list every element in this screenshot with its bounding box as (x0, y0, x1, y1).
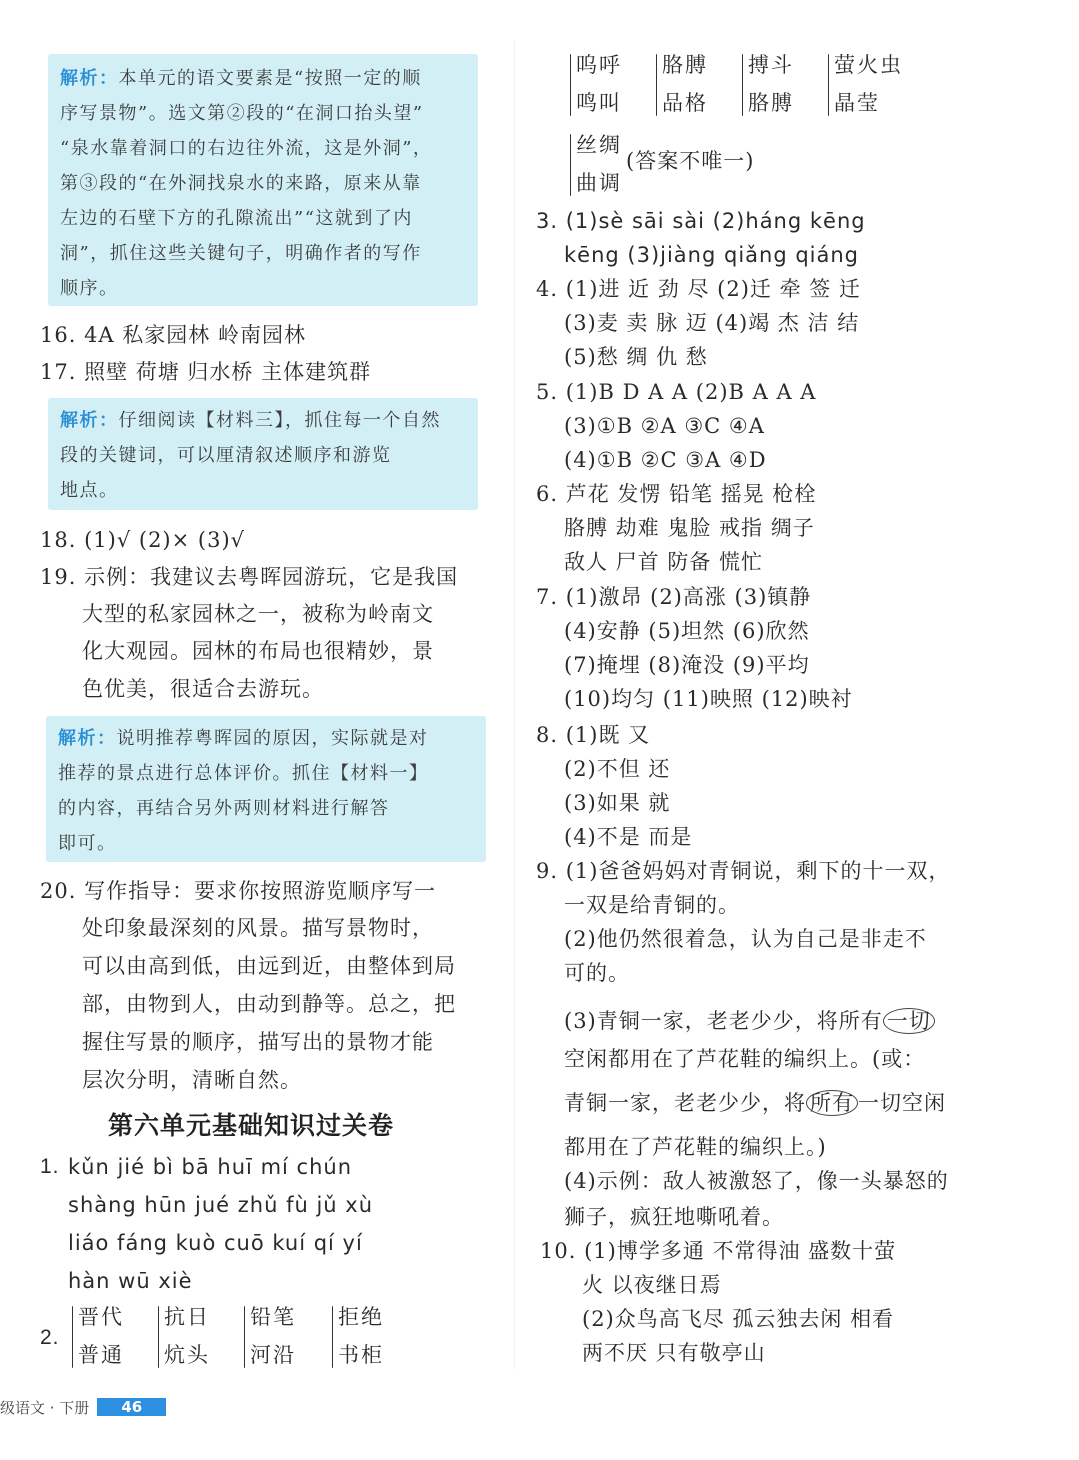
answer-9-3-line: (3)青铜一家，老老少少，将所有 一切 (564, 1006, 935, 1036)
brace (244, 1306, 245, 1368)
analysis-line: “泉水靠着洞口的右边往外流，这是外洞”， (60, 138, 433, 159)
answer-10-line: 火 以夜继日焉 (582, 1273, 722, 1297)
page-number: 46 (97, 1398, 166, 1416)
answer-9-line: 9. (1)爸爸妈妈对青铜说，剩下的十一双， (536, 859, 951, 883)
word-pair: 萤火虫 晶莹 (834, 53, 903, 115)
analysis-line: 洞”，抓住这些关键句子，明确作者的写作 (60, 243, 422, 264)
answer-16: 16. 4A 私家园林 岭南园林 (40, 323, 306, 347)
column-divider (514, 40, 515, 1370)
analysis-box-2 (48, 398, 478, 510)
answer-9-line: 一双是给青铜的。 (564, 893, 740, 917)
answer-20-line: 20. 写作指导：要求你按照游览顺序写一 (40, 879, 437, 903)
analysis-label: 解析： (60, 410, 119, 431)
word-pair: 胳膊 品格 (662, 53, 708, 115)
answer-7-line: (4)安静 (5)坦然 (6)欣然 (564, 619, 810, 643)
circled-word: 一切 (883, 1008, 935, 1034)
answer-9-line: 可的。 (564, 961, 630, 985)
brace (332, 1306, 333, 1368)
word-pair: 丝绸 曲调 (576, 133, 622, 195)
word-pair: 铅笔 河沿 (250, 1305, 296, 1367)
answer-6-line: 6. 芦花 发愣 铅笔 摇晃 枪栓 (536, 482, 817, 506)
answer-note: (答案不唯一) (626, 149, 755, 173)
answer-9-3-line: 空闲都用在了芦花鞋的编织上。(或： (564, 1047, 926, 1071)
brace (158, 1306, 159, 1368)
answer-19-line: 19. 示例：我建议去粤晖园游玩，它是我国 (40, 565, 459, 589)
word-pair: 呜呼 鸣叫 (576, 53, 622, 115)
analysis-label: 解析： (60, 68, 119, 89)
answer-9-4-line: 狮子，疯狂地嘶吼着。 (564, 1205, 784, 1229)
brace (570, 134, 571, 196)
analysis-line: 段的关键词，可以厘清叙述顺序和游览 (60, 445, 392, 466)
answer-9-3-line: 青铜一家，老老少少，将 所有 一切空闲 (564, 1091, 946, 1115)
analysis-line: 推荐的景点进行总体评价。抓住【材料一】 (58, 763, 429, 784)
answer-6-line: 胳膊 劫难 鬼脸 戒指 绸子 (564, 516, 815, 540)
analysis-line: 解析：本单元的语文要素是“按照一定的顺 (60, 68, 422, 89)
word-pair: 抗日 炕头 (164, 1305, 210, 1367)
answer-9-line: (2)他仍然很着急，认为自己是非走不 (564, 927, 927, 951)
brace (828, 54, 829, 116)
answer-7-line: 7. (1)激昂 (2)高涨 (3)镇静 (536, 585, 812, 609)
analysis-label: 解析： (58, 728, 117, 749)
answer-10-line: (2)众鸟高飞尽 孤云独去闲 相看 (582, 1307, 895, 1331)
word-pair: 搏斗 胳膊 (748, 53, 794, 115)
page-footer (0, 1396, 166, 1418)
answer-2-number: 2. (40, 1326, 60, 1349)
circled-word: 所有 (806, 1090, 858, 1116)
answer-5-line: (4)①B ②C ③A ④D (564, 448, 767, 472)
answer-8-line: (3)如果 就 (564, 791, 671, 815)
answer-8-line: (4)不是 而是 (564, 825, 693, 849)
answer-8-line: (2)不但 还 (564, 757, 671, 781)
footer-text: 级语文 · 下册 (0, 1398, 90, 1417)
pinyin-row: shàng hūn jué zhǔ fù jǔ xù (68, 1193, 374, 1217)
answer-4-line: 4. (1)进 近 劲 尽 (2)迁 牵 签 迁 (536, 277, 861, 301)
pinyin-row: liáo fáng kuò cuō kuí qí yí (68, 1231, 363, 1255)
analysis-line: 顺序。 (60, 278, 119, 299)
answer-5-line: 5. (1)B D A A (2)B A A A (536, 380, 817, 404)
word-pair: 拒绝 书柜 (338, 1305, 384, 1367)
answer-20-line: 部，由物到人，由动到静等。总之，把 (82, 992, 456, 1016)
section-title: 第六单元基础知识过关卷 (108, 1111, 395, 1140)
answer-7-line: (7)掩埋 (8)淹没 (9)平均 (564, 653, 810, 677)
answer-19-line: 色优美，很适合去游玩。 (82, 677, 324, 701)
answer-8-line: 8. (1)既 又 (536, 723, 651, 747)
analysis-line: 左边的石壁下方的孔隙流出”“这就到了内 (60, 208, 413, 229)
answer-20-line: 可以由高到低，由远到近，由整体到局 (82, 954, 456, 978)
answer-20-line: 层次分明，清晰自然。 (82, 1068, 302, 1092)
answer-20-line: 握住写景的顺序，描写出的景物才能 (82, 1030, 434, 1054)
word-pair: 晋代 普通 (78, 1305, 124, 1367)
answer-18: 18. (1)√ (2)× (3)√ (40, 528, 246, 552)
answer-5-line: (3)①B ②A ③C ④A (564, 414, 765, 438)
analysis-line: 的内容，再结合另外两则材料进行解答 (58, 798, 390, 819)
answer-10-line: 10. (1)博学多通 不常得油 盛数十萤 (540, 1239, 897, 1263)
brace (72, 1306, 73, 1368)
analysis-line: 第③段的“在外洞找泉水的来路，原来从靠 (60, 173, 422, 194)
answer-9-3-line: 都用在了芦花鞋的编织上。) (564, 1135, 827, 1159)
analysis-line: 即可。 (58, 833, 117, 854)
answer-4-line: (3)麦 卖 脉 迈 (4)竭 杰 洁 结 (564, 311, 860, 335)
analysis-line: 地点。 (60, 480, 119, 501)
answer-4-line: (5)愁 绸 仇 愁 (564, 345, 708, 369)
answer-9-4-line: (4)示例：敌人被激怒了，像一头暴怒的 (564, 1169, 949, 1193)
analysis-line: 序写景物”。选文第②段的“在洞口抬头望” (60, 103, 424, 124)
brace (656, 54, 657, 116)
answer-10-line: 两不厌 只有敬亭山 (582, 1341, 766, 1365)
answer-17: 17. 照壁 荷塘 归水桥 主体建筑群 (40, 360, 372, 384)
answer-20-line: 处印象最深刻的风景。描写景物时， (82, 916, 434, 940)
answer-19-line: 化大观园。园林的布局也很精妙，景 (82, 639, 434, 663)
answer-1-number: 1. (40, 1155, 60, 1178)
answer-6-line: 敌人 尸首 防备 慌忙 (564, 550, 764, 574)
pinyin-row: kǔn jié bì bā huī mí chún (68, 1155, 353, 1179)
pinyin-row: hàn wū xiè (68, 1269, 193, 1293)
analysis-line: 解析：说明推荐粤晖园的原因，实际就是对 (58, 728, 429, 749)
analysis-box-3 (46, 716, 486, 862)
brace (742, 54, 743, 116)
answer-3-line: kēng (3)jiàng qiǎng qiáng (564, 243, 860, 267)
answer-7-line: (10)均匀 (11)映照 (12)映衬 (564, 687, 853, 711)
answer-3-line: 3. (1)sè sāi sài (2)háng kēng (536, 209, 866, 233)
brace (570, 54, 571, 116)
analysis-line: 解析：仔细阅读【材料三】，抓住每一个自然 (60, 410, 441, 431)
analysis-box-1 (48, 54, 478, 306)
answer-19-line: 大型的私家园林之一，被称为岭南文 (82, 602, 434, 626)
